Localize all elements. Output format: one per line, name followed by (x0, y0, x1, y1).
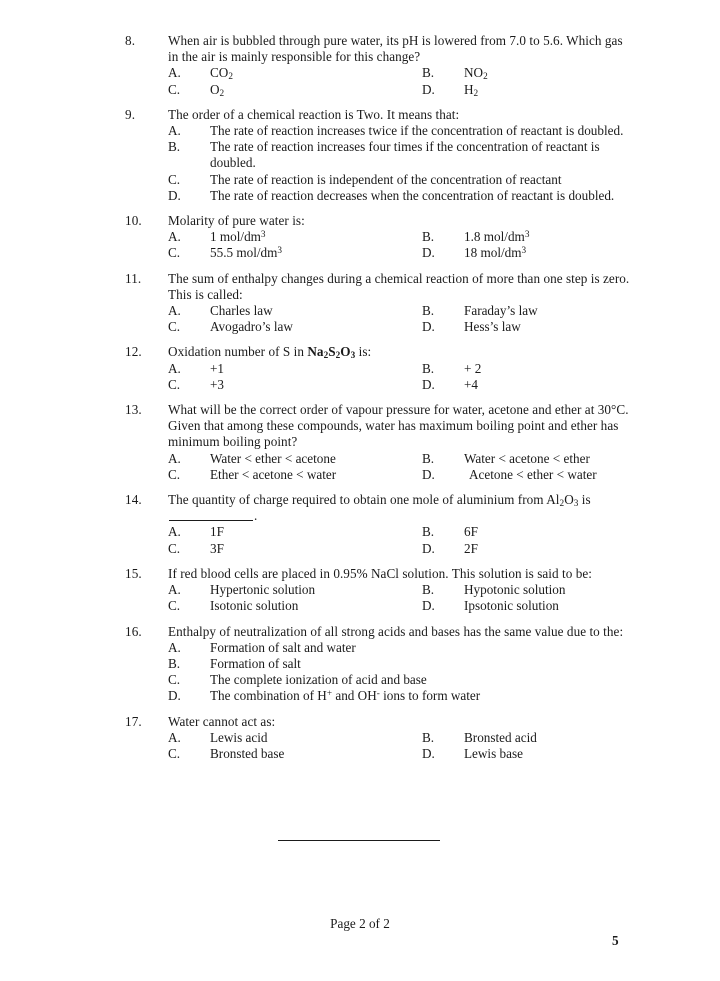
option-letter: B. (422, 450, 435, 466)
option-letter: C. (168, 376, 181, 392)
option-a[interactable] (168, 730, 422, 746)
option-d[interactable] (422, 746, 635, 762)
option-text: Formation of salt (210, 655, 301, 671)
option-c[interactable] (168, 467, 422, 483)
option-letter: B. (422, 303, 435, 319)
option-text: Isotonic solution (210, 598, 299, 614)
question-number: 10. (125, 213, 142, 229)
option-list (168, 582, 635, 614)
option-text: Water < acetone < ether (464, 450, 590, 466)
question-text: Molarity of pure water is: (168, 213, 305, 229)
question-text: Enthalpy of neutralization of all strong acids and bases has the same value due to the: (168, 623, 624, 639)
option-row (168, 319, 635, 335)
option-letter: D. (422, 319, 435, 335)
question-number: 8. (125, 33, 136, 48)
option-list (168, 123, 635, 204)
question-body (168, 714, 635, 763)
option-c[interactable] (168, 598, 422, 614)
option-letter: D. (422, 598, 435, 614)
option-text: The rate of reaction decreases when the concentration of reactant is doubled. (210, 187, 615, 203)
option-list (168, 303, 635, 335)
option-text: $O_2$ (210, 81, 225, 98)
question-block (125, 213, 635, 262)
option-text: The rate of reaction increases four times if the concentration of reactant is doubled. (210, 139, 600, 171)
question-block (125, 271, 635, 336)
option-a[interactable] (168, 451, 422, 467)
option-text: 3F (210, 540, 224, 556)
corner-page-number: 5 (612, 933, 619, 948)
question-body (168, 624, 635, 705)
option-row (168, 730, 635, 746)
question-number: 14. (125, 492, 142, 508)
option-letter: C. (168, 745, 181, 761)
option-text: +4 (464, 376, 479, 392)
option-text: Water < ether < acetone (210, 450, 336, 466)
question-text: The quantity of charge required to obtain one mole of aluminium from $Al_2O_3$ is. (168, 492, 591, 524)
option-letter: D. (422, 81, 435, 97)
option-letter: D. (422, 466, 435, 482)
option-text: Charles law (210, 303, 273, 319)
option-letter: C. (168, 598, 181, 614)
option-letter: A. (168, 524, 181, 540)
option-row (168, 582, 635, 598)
option-b[interactable] (422, 303, 635, 319)
question-number: 13. (125, 402, 142, 418)
option-text: The rate of reaction increases twice if the concentration of reactant is doubled. (210, 123, 624, 139)
option-c[interactable] (168, 672, 635, 688)
option-letter: C. (168, 466, 181, 482)
option-d[interactable] (422, 541, 635, 557)
option-list (168, 65, 635, 97)
question-text: What will be the correct order of vapour pressure for water, acetone and ether at 30°C. Given that among these compounds, water has maximum boiling point and ether has minimum boiling point? (168, 402, 629, 450)
option-b[interactable] (422, 229, 635, 245)
option-letter: B. (422, 65, 435, 81)
question-text: If red blood cells are placed in 0.95% NaCl solution. This solution is said to be: (168, 565, 592, 581)
option-letter: C. (168, 171, 181, 187)
option-letter: D. (422, 245, 435, 261)
option-text: Bronsted base (210, 745, 285, 761)
option-row (168, 245, 635, 261)
question-body (168, 271, 635, 336)
question-text: The sum of enthalpy changes during a chemical reaction of more than one step is zero. This is called: (168, 270, 630, 302)
option-b[interactable] (422, 451, 635, 467)
question-text: When air is bubbled through pure water, its pH is lowered from 7.0 to 5.6. Which gas in the air is mainly responsible for this change? (168, 33, 623, 65)
option-b[interactable] (168, 656, 635, 672)
option-text: +3 (210, 376, 225, 392)
question-number: 16. (125, 623, 142, 639)
question-body (168, 107, 635, 204)
option-list (168, 730, 635, 762)
option-letter: D. (168, 688, 181, 704)
option-letter: D. (422, 376, 435, 392)
option-text: 1F (210, 524, 224, 540)
option-d[interactable] (422, 82, 635, 98)
question-body (168, 213, 635, 262)
option-b[interactable] (422, 361, 635, 377)
option-row (168, 229, 635, 245)
option-text: +1 (210, 360, 225, 376)
question-list (125, 33, 635, 771)
question-text: Oxidation number of S in $Na_2S_2O_3$ is: (168, 344, 372, 361)
option-a[interactable] (168, 65, 422, 81)
option-text: The rate of reaction is independent of the concentration of reactant (210, 171, 562, 187)
question-number: 12. (125, 344, 142, 360)
option-row (168, 467, 635, 483)
option-c[interactable] (168, 319, 422, 335)
option-d[interactable] (422, 598, 635, 614)
option-row (168, 746, 635, 762)
question-number: 17. (125, 713, 142, 729)
option-b[interactable] (168, 139, 635, 171)
option-row (168, 524, 635, 540)
option-text: 1 mol/$dm^3$ (210, 229, 266, 245)
option-row (168, 65, 635, 81)
option-c[interactable] (168, 541, 422, 557)
option-d[interactable] (422, 319, 635, 335)
question-number: 9. (125, 106, 136, 122)
question-body (168, 566, 635, 615)
option-text: Faraday’s law (464, 303, 538, 319)
option-row (168, 541, 635, 557)
option-letter: B. (168, 139, 181, 155)
option-letter: D. (422, 745, 435, 761)
option-text: 6F (464, 524, 478, 540)
option-row (168, 361, 635, 377)
option-text: $H_2$ (464, 81, 479, 98)
option-list (168, 640, 635, 705)
question-text: The order of a chemical reaction is Two. It means that: (168, 106, 460, 122)
option-text: $NO_2$ (464, 65, 488, 82)
option-text: The combination of H+ and OH- ions to form water (210, 688, 481, 704)
question-block (125, 107, 635, 204)
option-row (168, 377, 635, 393)
option-list (168, 361, 635, 393)
option-letter: C. (168, 245, 181, 261)
option-a[interactable] (168, 640, 635, 656)
option-c[interactable] (168, 746, 422, 762)
option-b[interactable] (422, 65, 635, 81)
question-block (125, 492, 635, 557)
option-c[interactable] (168, 245, 422, 261)
question-block (125, 624, 635, 705)
question-text: Water cannot act as: (168, 713, 276, 729)
option-text: Avogadro’s law (210, 319, 293, 335)
option-letter: C. (168, 540, 181, 556)
question-block (125, 33, 635, 98)
option-text: 1.8 mol/$dm^3$ (464, 229, 530, 245)
page-footer: Page 2 of 2 (330, 916, 390, 931)
option-text: Hypertonic solution (210, 582, 316, 598)
option-d[interactable] (168, 688, 635, 704)
option-a[interactable] (168, 524, 422, 540)
option-list (168, 229, 635, 261)
option-row (168, 598, 635, 614)
option-d[interactable] (422, 377, 635, 393)
option-letter: A. (168, 123, 181, 139)
option-letter: D. (168, 187, 181, 203)
option-letter: A. (168, 639, 181, 655)
question-number: 15. (125, 565, 142, 581)
option-a[interactable] (168, 123, 635, 139)
option-text: 55.5 mol/$dm^3$ (210, 245, 283, 261)
option-letter: C. (168, 81, 181, 97)
option-list (168, 524, 635, 556)
option-d[interactable] (422, 245, 635, 261)
option-text: The complete ionization of acid and base (210, 672, 427, 688)
question-block (125, 344, 635, 393)
option-a[interactable] (168, 303, 422, 319)
option-letter: A. (168, 360, 181, 376)
question-body (168, 492, 635, 557)
option-c[interactable] (168, 82, 422, 98)
option-a[interactable] (168, 361, 422, 377)
option-text: 18 mol/$dm^3$ (464, 245, 527, 261)
option-text: Ether < acetone < water (210, 466, 337, 482)
option-text: Hypotonic solution (464, 582, 566, 598)
question-block (125, 402, 635, 483)
option-c[interactable] (168, 377, 422, 393)
option-text: Lewis acid (210, 729, 268, 745)
option-text: Hess’s law (464, 319, 521, 335)
option-text: Ipsotonic solution (464, 598, 559, 614)
option-letter: C. (168, 672, 181, 688)
option-letter: B. (422, 729, 435, 745)
question-block (125, 566, 635, 615)
option-letter: A. (168, 65, 181, 81)
option-letter: A. (168, 450, 181, 466)
option-row (168, 303, 635, 319)
option-letter: A. (168, 229, 181, 245)
option-text: $CO_2$ (210, 65, 233, 82)
option-letter: A. (168, 582, 181, 598)
question-block (125, 714, 635, 763)
option-b[interactable] (422, 582, 635, 598)
option-text: Acetone < ether < water (469, 466, 597, 482)
question-number: 11. (125, 270, 142, 286)
option-a[interactable] (168, 582, 422, 598)
option-text: 2F (464, 540, 478, 556)
option-a[interactable] (168, 229, 422, 245)
option-letter: A. (168, 729, 181, 745)
option-letter: C. (168, 319, 181, 335)
option-list (168, 451, 635, 483)
option-c[interactable] (168, 172, 635, 188)
option-d[interactable] (168, 188, 635, 204)
option-letter: B. (422, 582, 435, 598)
option-letter: B. (168, 655, 181, 671)
option-text: + 2 (464, 360, 482, 376)
option-text: Lewis base (464, 745, 523, 761)
question-body (168, 344, 635, 393)
option-b[interactable] (422, 730, 635, 746)
option-letter: B. (422, 524, 435, 540)
option-text: Formation of salt and water (210, 639, 356, 655)
option-row (168, 451, 635, 467)
option-letter: B. (422, 360, 435, 376)
option-letter: A. (168, 303, 181, 319)
question-body (168, 33, 635, 98)
option-letter: B. (422, 229, 435, 245)
option-row (168, 82, 635, 98)
option-b[interactable] (422, 524, 635, 540)
end-of-paper-rule (278, 840, 440, 841)
question-body (168, 402, 635, 483)
option-text: Bronsted acid (464, 729, 537, 745)
option-letter: D. (422, 540, 435, 556)
option-d[interactable] (422, 467, 635, 483)
